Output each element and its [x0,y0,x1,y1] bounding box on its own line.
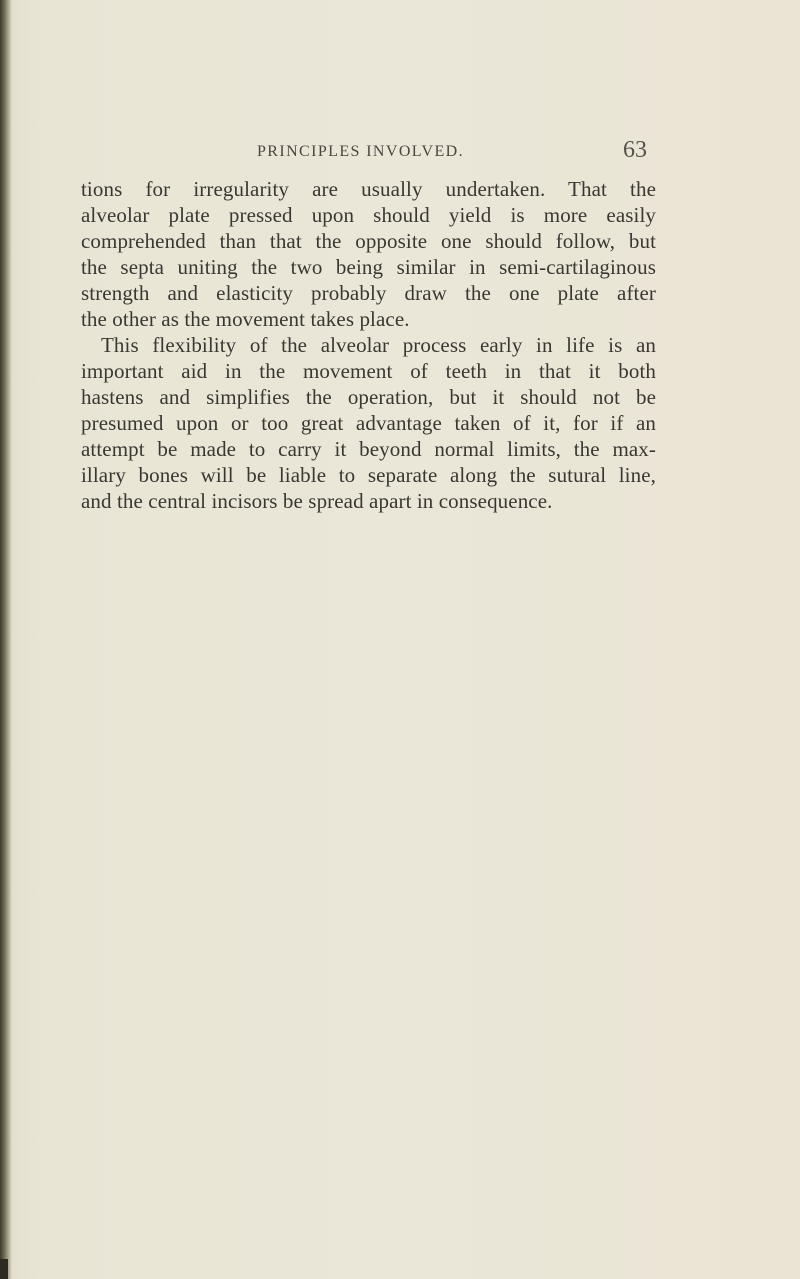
text-line: tions for irregularity are usually undertaken. That the [81,177,656,201]
text-line: strength and elasticity probably draw the one plate after [81,281,656,305]
text-line: This flexibility of the alveolar process early in life is an [101,333,656,357]
page-binding-edge [0,0,12,1279]
page-binding-corner [0,1259,8,1279]
text-line: alveolar plate pressed upon should yield is more easily [81,203,656,227]
text-line: illary bones will be liable to separate along the sutural line, [81,463,656,487]
text-line: the septa uniting the two being similar in semi-cartilaginous [81,255,656,279]
text-line: comprehended than that the opposite one should follow, but [81,229,656,253]
text-line: hastens and simplifies the operation, but it should not be [81,385,656,409]
text-line: important aid in the movement of teeth in that it both [81,359,656,383]
text-line: attempt be made to carry it beyond normal limits, the max- [81,437,656,461]
text-line: presumed upon or too great advantage taken of it, for if an [81,411,656,435]
text-line: and the central incisors be spread apart in consequence. [81,489,553,513]
page-header [80,137,730,169]
text-line: the other as the movement takes place. [81,307,410,331]
page-number: 63 [623,137,647,163]
body-text [81,176,656,514]
running-head: PRINCIPLES INVOLVED. [257,143,464,160]
